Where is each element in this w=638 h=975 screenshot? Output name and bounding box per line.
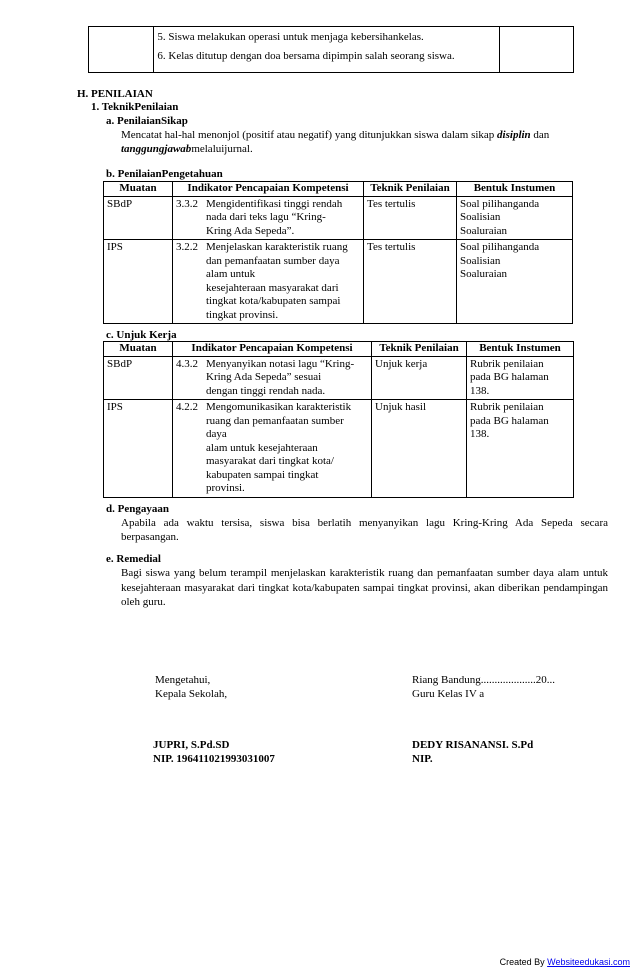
kepala-sekolah-label: Kepala Sekolah, (155, 688, 228, 700)
pengayaan-text: Apabila ada waktu tersisa, siswa bisa berlatih menyanyikan lagu Kring-Kring Ada Sepeda secara berpasangan. (121, 517, 608, 543)
bentuk-line: Rubrik penilaian (470, 357, 544, 370)
indikator-line: dan pemanfaatan sumber daya (206, 254, 340, 267)
pengetahuan-table (103, 181, 573, 324)
indikator-number: 3.2.2 (176, 241, 198, 253)
sikap-text-pre: Mencatat hal-hal menonjol (positif atau negatif) yang ditunjukkan siswa dalam sikap (121, 129, 498, 141)
penilaian-sikap-heading: a. PenilaianSikap (106, 115, 188, 127)
indikator-line: Menyanyikan notasi lagu “Kring- (206, 357, 355, 370)
guru-name: DEDY RISANANSI. S.Pd (412, 739, 534, 751)
bentuk-line: pada BG halaman (470, 414, 549, 427)
indikator-line: Mengomunikasikan karakteristik (206, 401, 352, 413)
cell-indikator (173, 356, 372, 400)
bentuk-line: Soalisian (460, 211, 501, 223)
unjuk-kerja-heading: c. Unjuk Kerja (106, 329, 177, 341)
cell-teknik: Unjuk hasil (372, 400, 467, 498)
guru-kelas-label: Guru Kelas IV a (412, 688, 485, 700)
indikator-line: Menjelaskan karakteristik ruang (206, 241, 348, 253)
cell-indikator (173, 240, 364, 324)
table-row (104, 196, 573, 240)
bentuk-line: pada BG halaman (470, 371, 549, 383)
header-bentuk: Bentuk Instumen (467, 342, 574, 357)
sikap-disiplin: disiplin (497, 129, 531, 141)
bentuk-line: Soal pilihanganda (460, 197, 540, 210)
teknik-penilaian-heading: 1. TeknikPenilaian (91, 101, 179, 113)
indikator-line: ruang dan pemanfaatan sumber (206, 414, 344, 427)
bentuk-line: 138. (470, 384, 490, 397)
pengayaan-heading: d. Pengayaan (106, 503, 169, 515)
header-muatan: Muatan (104, 182, 173, 197)
cell-indikator (173, 196, 364, 240)
place-date-label: Riang Bandung....................20... (412, 674, 555, 686)
cell-bentuk (467, 400, 574, 498)
cell-bentuk (467, 356, 574, 400)
indikator-line: provinsi. (206, 482, 245, 494)
penilaian-pengetahuan-heading: b. PenilaianPengetahuan (106, 168, 223, 180)
footer-credit (500, 956, 630, 970)
remedial-heading: e. Remedial (106, 553, 161, 565)
bentuk-line: Soal pilihanganda (460, 241, 540, 253)
top-table-right-cell (499, 27, 573, 73)
cell-muatan: SBdP (104, 196, 173, 240)
indikator-line: Kring Ada Sepeda” sesuai (206, 371, 322, 383)
top-activity-table (88, 26, 574, 73)
top-table-steps-cell (154, 27, 499, 73)
cell-bentuk (457, 240, 573, 324)
table-row (104, 400, 574, 498)
bentuk-line: Soaluraian (460, 268, 508, 280)
indikator-number: 3.3.2 (176, 197, 198, 210)
table-row (104, 240, 573, 324)
section-h-heading: H. PENILAIAN (77, 88, 153, 100)
indikator-line: alam untuk kesejahteraan (206, 441, 318, 454)
cell-teknik: Tes tertulis (364, 196, 457, 240)
indikator-number: 4.2.2 (176, 401, 198, 413)
kepala-sekolah-name: JUPRI, S.Pd.SD (153, 739, 230, 751)
indikator-line: Kring Ada Sepeda”. (206, 224, 295, 237)
cell-teknik: Unjuk kerja (372, 356, 467, 400)
indikator-line: Mengidentifikasi tinggi rendah (206, 197, 343, 210)
indikator-line: tingkat kota/kabupaten sampai (206, 295, 341, 307)
bentuk-line: Rubrik penilaian (470, 401, 544, 413)
sikap-text-post: melaluijurnal. (191, 142, 253, 155)
header-muatan: Muatan (104, 342, 173, 357)
table-row (104, 356, 574, 400)
bentuk-line: Soalisian (460, 254, 501, 267)
guru-nip: NIP. (412, 753, 433, 765)
bentuk-line: 138. (470, 428, 490, 440)
header-indikator: Indikator Pencapaian Kompetensi (173, 182, 364, 197)
header-bentuk: Bentuk Instumen (457, 182, 573, 197)
unjuk-kerja-table (103, 341, 574, 498)
indikator-line: alam untuk (206, 268, 256, 280)
penilaian-sikap-text (121, 129, 608, 156)
indikator-line: kabupaten sampai tingkat (206, 468, 319, 481)
indikator-line: nada dari teks lagu “Kring- (206, 211, 326, 223)
header-teknik: Teknik Penilaian (364, 182, 457, 197)
sikap-text-mid: dan (530, 129, 550, 141)
indikator-line: masyarakat dari tingkat kota/ (206, 455, 334, 467)
footer-link[interactable]: Websiteedukasi.com (547, 957, 630, 967)
sikap-tanggungjawab: tanggungjawab (121, 142, 192, 155)
indikator-line: tingkat provinsi. (206, 308, 279, 321)
step-6: 6. Kelas ditutup dengan doa bersama dipimpin salah seorang siswa. (157, 49, 455, 62)
kepala-sekolah-nip: NIP. 196411021993031007 (153, 753, 275, 765)
remedial-text: Bagi siswa yang belum terampil menjelaskan karakteristik ruang dan pemanfaatan sumber daya alam untuk kesejahteraan masyarakat dari tingkat kota/kabupaten sampai tingkat provinsi, akan diberikan pendampingan oleh guru. (121, 567, 608, 608)
indikator-number: 4.3.2 (176, 357, 198, 370)
cell-muatan: IPS (104, 240, 173, 324)
indikator-line: dengan tinggi rendah nada. (206, 384, 326, 397)
footer-prefix: Created By (499, 957, 548, 967)
header-teknik: Teknik Penilaian (372, 342, 467, 357)
cell-muatan: IPS (104, 400, 173, 498)
header-indikator: Indikator Pencapaian Kompetensi (173, 342, 372, 357)
bentuk-line: Soaluraian (460, 224, 508, 237)
indikator-line: kesejahteraan masyarakat dari (206, 281, 339, 294)
cell-bentuk (457, 196, 573, 240)
indikator-line: daya (206, 428, 227, 440)
mengetahui-label: Mengetahui, (155, 674, 211, 686)
cell-indikator (173, 400, 372, 498)
cell-teknik: Tes tertulis (364, 240, 457, 324)
top-table-left-cell (89, 27, 154, 73)
step-5: 5. Siswa melakukan operasi untuk menjaga kebersihankelas. (157, 31, 424, 43)
cell-muatan: SBdP (104, 356, 173, 400)
